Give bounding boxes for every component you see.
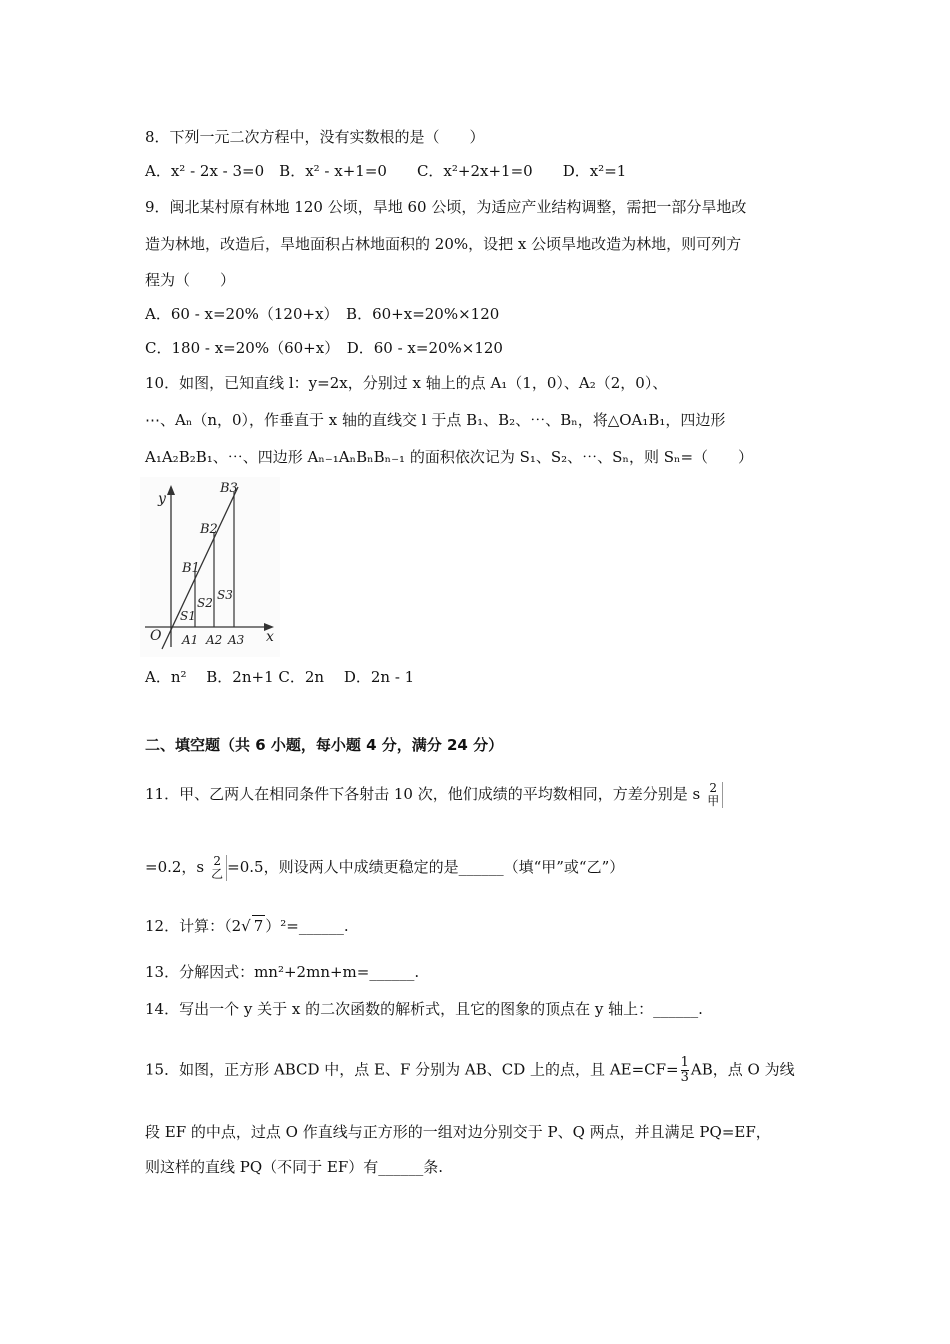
q9-stem-line-3: 程为（ ） [145,271,236,289]
label-b2: B2 [200,522,218,537]
variance-jia-sup: 2 [709,781,718,795]
variance-yi-sup: 2 [213,854,221,868]
label-s1: S1 [180,609,196,623]
q8-stem: 8．下列一元二次方程中，没有实数根的是（ ） [145,128,485,146]
q8-options: A．x² - 2x - 3=0 B．x² - x+1=0 C．x²+2x+1=0 D．x²=1 [145,162,627,180]
q11-line-2a: =0.2，s [145,858,205,876]
q11-line-1 [145,782,723,808]
label-y: y [158,491,166,507]
sqrt-sign: √ [241,917,251,935]
variance-yi [208,855,227,881]
question-14: 14．写出一个 y 关于 x 的二次函数的解析式，且它的图象的顶点在 y 轴上：______. [145,1000,703,1018]
question-13: 13．分解因式：mn²+2mn+m=______. [145,963,420,981]
q11-line-1-text: 11．甲、乙两人在相同条件下各射击 10 次，他们成绩的平均数相同，方差分别是 s [145,785,701,803]
q10-stem-line-1: 10．如图，已知直线 l：y=2x，分别过 x 轴上的点 A₁（1，0）、A₂（2，0）、 [145,374,668,392]
q15-line-2: 段 EF 的中点，过点 O 作直线与正方形的一组对边分别交于 P、Q 两点，并且满足 PQ=EF， [145,1123,771,1141]
q9-options-1: A．60 - x=20%（120+x） B．60+x=20%×120 [145,305,500,323]
label-a2: A2 [206,633,223,647]
sqrt-radicand: 7 [253,917,264,935]
label-b3: B3 [220,481,238,496]
q10-stem-line-3: A₁A₂B₂B₁、⋯、四边形 Aₙ₋₁AₙBₙBₙ₋₁ 的面积依次记为 S₁、S₂、⋯、Sₙ，则 Sₙ=（ ） [145,448,754,466]
label-s3: S3 [217,588,233,602]
variance-jia [704,782,723,808]
label-a3: A3 [228,633,245,647]
fraction-one-third [681,1056,689,1085]
q15-line-1 [145,1056,795,1085]
q9-options-2: C．180 - x=20%（60+x） D．60 - x=20%×120 [145,339,503,357]
q10-options: A．n² B．2n+1 C．2n D．2n - 1 [145,668,415,686]
q11-line-2b: =0.5，则设两人中成绩更稳定的是______（填“甲”或“乙”） [227,858,625,876]
fraction-numerator: 1 [680,1055,689,1070]
variance-jia-sub: 甲 [707,794,720,808]
label-a1: A1 [182,633,199,647]
label-o: O [150,628,162,644]
q9-stem-line-2: 造为林地，改造后，旱地面积占林地面积的 20%，设把 x 公顷旱地改造为林地，则可列方 [145,235,742,253]
q15-line-3: 则这样的直线 PQ（不同于 EF）有______条. [145,1158,444,1176]
q12-b: ）²=______. [265,917,349,935]
fraction-denominator: 3 [680,1070,689,1085]
label-s2: S2 [197,596,213,610]
label-b1: B1 [182,561,200,576]
question-12 [145,915,349,936]
q12-a: 12．计算：（2 [145,917,242,935]
section-2-heading: 二、填空题（共 6 小题，每小题 4 分，满分 24 分） [145,736,504,754]
q15-a: 15．如图，正方形 ABCD 中，点 E、F 分别为 AB、CD 上的点，且 AE=CF= [145,1060,679,1079]
q15-b: AB，点 O 为线 [690,1060,795,1079]
label-x: x [266,629,274,645]
q11-line-2 [145,855,624,881]
variance-yi-sub: 乙 [211,867,224,881]
q9-stem-line-1: 9．闽北某村原有林地 120 公顷，旱地 60 公顷，为适应产业结构调整，需把一部分旱地改 [145,198,747,216]
q10-figure [140,477,280,657]
q10-stem-line-2: ⋯、Aₙ（n，0），作垂直于 x 轴的直线交 l 于点 B₁、B₂、⋯、Bₙ，将△OA₁B₁，四边形 [145,411,726,429]
